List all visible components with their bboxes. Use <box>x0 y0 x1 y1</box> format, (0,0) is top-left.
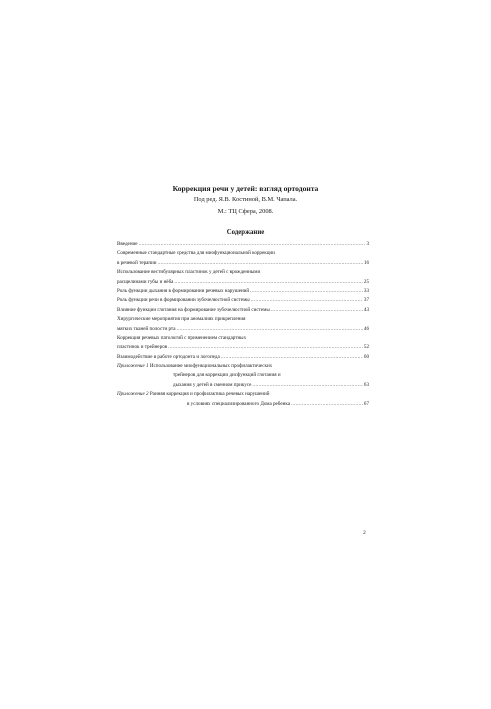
toc-entry <box>117 278 369 287</box>
toc-page: 3 <box>366 241 369 247</box>
toc-leader <box>252 381 363 390</box>
toc-leader <box>174 278 362 287</box>
book-publisher: М.: ТЦ Сфера, 2008. <box>217 208 274 215</box>
toc-entry <box>117 353 369 362</box>
toc-entry-text: Введение <box>117 241 138 247</box>
appendix-prefix: Приложение 1 <box>117 363 149 370</box>
toc-leader <box>139 240 366 249</box>
toc-entry-text: в речевой терапии <box>117 259 157 266</box>
toc-entry-text: в условиях специализированного Дома ребенка <box>187 400 290 407</box>
appendix-prefix: Приложение 2 <box>117 391 149 398</box>
toc-entry <box>117 325 369 334</box>
book-title: Коррекция речи у детей: взгляд ортодонта <box>172 184 319 193</box>
toc-leader <box>291 400 363 409</box>
appendix-text: Использование миофункциональных профилактических <box>149 363 273 370</box>
toc-page: 37 <box>363 297 369 304</box>
toc-leader <box>250 287 363 296</box>
toc-leader <box>221 353 363 362</box>
toc-entry <box>117 306 369 315</box>
toc-entry <box>117 381 369 390</box>
toc-page: 46 <box>363 325 369 332</box>
toc-leader <box>251 296 363 305</box>
toc-entry <box>117 287 369 296</box>
toc-page: 43 <box>363 306 369 313</box>
toc-leader <box>176 325 362 334</box>
toc-page: 33 <box>363 287 369 294</box>
toc-leader <box>271 306 363 315</box>
toc-leader <box>158 259 363 268</box>
toc-entry-line: Использование вестибулярных пластинок у детей с врожденными <box>117 269 261 276</box>
toc-appendix-line <box>117 390 369 399</box>
toc-page: 60 <box>363 353 369 360</box>
toc-entry-text: дыхания у детей в сменном прикусе <box>173 381 252 388</box>
toc-entry-text: Взаимодействие в работе ортодонта и логопеда <box>117 353 220 360</box>
toc-appendix-line: трейнеров для коррекции дисфункций глотания и <box>173 372 281 379</box>
contents-heading: Содержание <box>226 229 265 236</box>
toc-page: 16 <box>363 259 369 266</box>
toc-entry-line: Хирургические мероприятия при аномалиях прикрепления <box>117 316 246 323</box>
appendix-text: Ранняя коррекция и профилактика речевых нарушений <box>149 391 270 398</box>
toc-entry-text: пластинок и трейнеров <box>117 344 168 351</box>
toc-entry-text: мягких тканей полости рта <box>117 325 176 332</box>
toc-entry <box>117 296 369 305</box>
table-of-contents <box>117 240 369 409</box>
toc-entry-line: Коррекция речевых патологий с применением стандартных <box>117 334 247 341</box>
toc-entry <box>117 400 369 409</box>
toc-entry-text: расщелинами губы и нёба <box>117 278 174 285</box>
toc-entry <box>117 343 369 352</box>
book-editors: Под ред. Я.В. Костиной, В.М. Чапала. <box>193 196 298 203</box>
toc-appendix-line <box>117 362 369 371</box>
toc-entry-text: Влияние функции глотания на формирование зубочелюстной системы <box>117 306 270 313</box>
page-number: 2 <box>363 530 366 536</box>
toc-entry <box>117 259 369 268</box>
toc-leader <box>168 343 363 352</box>
toc-page: 63 <box>363 381 369 388</box>
toc-page: 67 <box>363 400 369 407</box>
toc-page: 52 <box>363 344 369 351</box>
toc-page: 25 <box>363 278 369 285</box>
toc-entry-text: Роль функции речи в формировании зубочелюстной системы <box>117 297 250 304</box>
toc-entry-line: Современные стандартные средства для миофункциональной коррекции <box>117 250 275 257</box>
toc-entry-text: Роль функции дыхания в формировании речевых нарушений <box>117 287 250 294</box>
toc-entry <box>117 240 369 249</box>
